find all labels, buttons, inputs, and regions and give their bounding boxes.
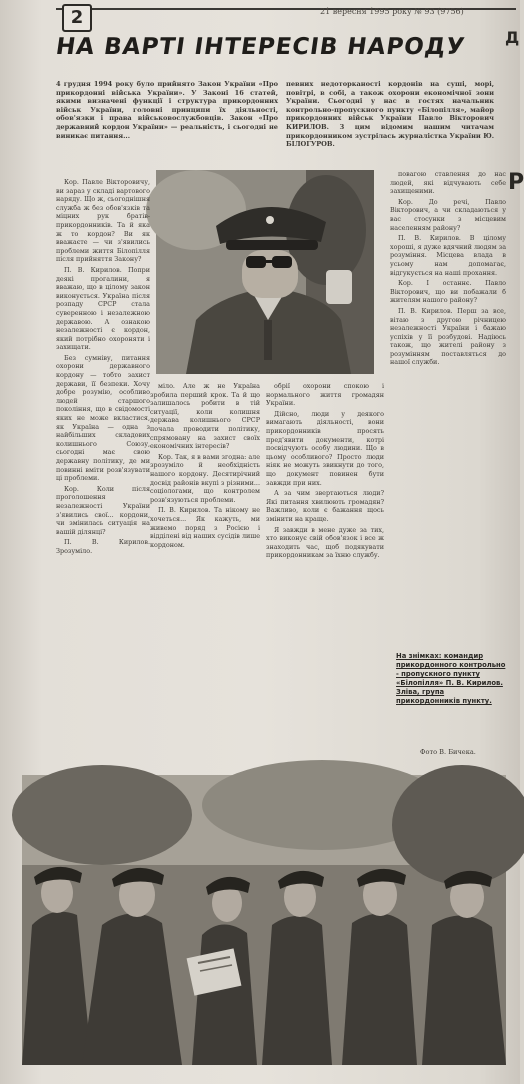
paragraph: П. В. Кирилов. Та нікому не хочеться... Як кажуть, ми живемо поряд з Росією і відділені від наших сусідів лише кордоном. bbox=[150, 506, 260, 549]
group-photo-illustration bbox=[22, 775, 506, 1065]
border-guards-group-photo bbox=[22, 775, 506, 1065]
paragraph: повагою ставлення до нас людей, які відчувають себе захищеними. bbox=[390, 170, 506, 196]
adjacent-page-letter: Р bbox=[508, 170, 524, 195]
page-number: 2 bbox=[62, 4, 92, 32]
paragraph: П. В. Кирилов. В цілому хороші, я дуже вдячний людям за розуміння. Місцева влада в усьому нам допомагає, відгукується на наші прохання. bbox=[390, 234, 506, 277]
interview-column-2 bbox=[150, 382, 260, 760]
paragraph: Кор. Коли після проголошення незалежності України з'явились свої... кордони, чи змінилась ситуація на вашій ділянці? bbox=[56, 484, 150, 536]
paragraph: Кор. Так, я в вами згодна: але зрозуміло й необхідність нашого кордону. Десятирічний досвід районів вкупі з різними... соціологами, що контролем розв'язуються проблеми. bbox=[150, 452, 260, 504]
paragraph: Кор. І останнє. Павло Вікторович, що ви побажали б жителям нашого району? bbox=[390, 279, 506, 305]
interview-column-4 bbox=[390, 170, 506, 640]
interview-column-1 bbox=[56, 178, 150, 758]
interview-column-3 bbox=[266, 382, 384, 760]
adjacent-page-letter: Д bbox=[505, 28, 520, 47]
paragraph: Кор. До речі, Павло Вікторович, а чи складаються у вас стосунки з місцевим населенням району? bbox=[390, 197, 506, 232]
paragraph: Без сумніву, питання охорони державного кордону — тобто захист держави, її безпеки. Хочу добре розумію, особливо людей старшого покоління, що в свідомості яких не може вкластися, як Україна — одна з найбільших складових колишнього Союзу, сьогодні має свою державну політику, де ми повинні вміти розв'язувати ці проблеми. bbox=[56, 353, 150, 483]
paragraph: Я завжди в мене дуже за тих, хто виконує свій обов'язок і все ж знаходить час, щоб подякувати прикордонникам за їхню службу. bbox=[266, 525, 384, 560]
lead-paragraph-continued: певних недоторканості кордонів на суші, морі, повітрі, в собі, а також охорони економічної зони України. Сьогодні у нас в гостях начальник контрольно-пропускного пункту «Білопілля», майор прикордонних військ України Павло Вікторович КИРИЛОВ. З цим відомим нашим читачам прикордонником зустрілась журналістка України Ю. БІЛОГУРОВ. bbox=[286, 80, 494, 149]
headline: НА ВАРТІ ІНТЕРЕСІВ НАРОДУ bbox=[54, 34, 467, 60]
photo-credit: Фото В. Бичека. bbox=[420, 748, 476, 756]
photo-caption bbox=[396, 652, 506, 706]
paragraph: Кор. Павле Вікторовичу, ви зараз у складі вартового наряду. Що ж, сьогоднішня служба ж без обов'язків та міцних рук братів-прикордонників. Та й яка ж то кордон? Ви як вважаєте — чи з'явились проблеми життя Білопілля після прийняття Закону? bbox=[56, 178, 150, 264]
officer-portrait-illustration bbox=[156, 170, 374, 374]
paragraph: обрії охорони спокою і нормального життя громадян України. bbox=[266, 382, 384, 408]
paragraph: П. В. Кирилов. Попри деякі прогалини, я вважаю, що в цілому закон виконується. Україна після розпаду СРСР стала суверенною і незалежною державою. А ознакою незалежності є кордон, який потрібно охороняти і захищати. bbox=[56, 265, 150, 352]
lead-paragraph: 4 грудня 1994 року було прийнято Закон України «Про прикордонні війська України». У Законі 16 статей, якими визначені функції і структура прикордонних військ України, головні принципи їх діяльності, обов'язки і права військовослужбовців. Закон «Про державний кордон України» — реальність, і сьогодні не виникає питання... bbox=[56, 80, 278, 140]
paragraph: А за чим звертаються люди? Які питання хвилюють громадян? Важливо, коли є бажання щось змінити на краще. bbox=[266, 489, 384, 523]
issue-date: 21 вересня 1995 року № 93 (9756) bbox=[320, 7, 464, 16]
paragraph: П. В. Кирилов. Зрозуміло. bbox=[56, 538, 150, 555]
paragraph: П. В. Кирилов. Перш за все, вітаю з другою річницею незалежності України і бажаю успіхів у її розбудові. Надіюсь також, що жителі району з розумінням поставляться до нашої служби. bbox=[390, 306, 506, 367]
paragraph: Дійсно, люди у деякого вимагають діяльності, вони прикордонників просять пред'явити документи, котрі посвідчують особу людини. Що в цьому особливого? Просто люди ніяк не можуть звикнути до того, що документ повинен бути завжди при них. bbox=[266, 409, 384, 487]
caption-text: На знімках: командир прикордонного контрольно - пропускного пункту «Білопілля» П. В. Кирилов. Зліва, група прикордонників пункту. bbox=[396, 652, 506, 705]
paragraph: міло. Але ж не Україна зробила перший крок. Та й що залишалось робити в тій ситуації, коли колишня держава колишнього СРСР почала проводити політику, спрямовану на захист своїх економічних інтересів? bbox=[150, 382, 260, 451]
officer-portrait-photo bbox=[156, 170, 374, 374]
